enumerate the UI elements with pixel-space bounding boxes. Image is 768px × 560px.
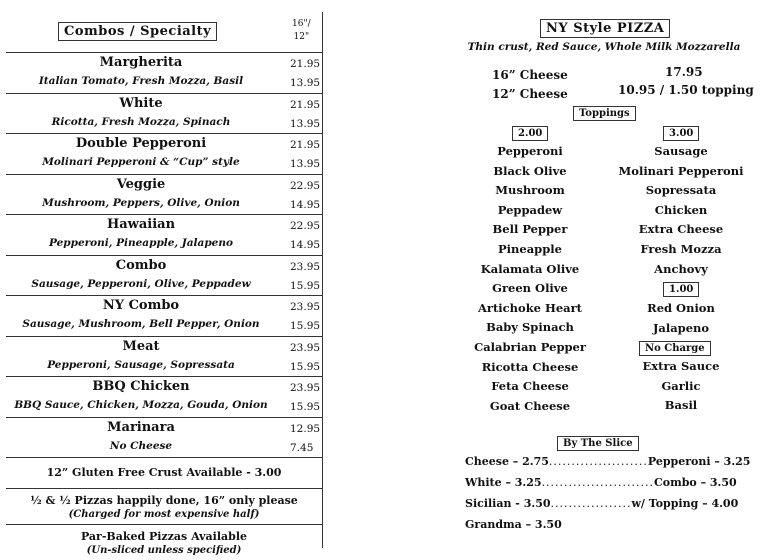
item-desc: Pepperoni, Sausage, Sopressata <box>47 358 235 371</box>
half-half-subtext: (Charged for most expensive half) <box>68 509 260 520</box>
by-the-slice-title: By The Slice <box>557 436 639 451</box>
specialty-header <box>6 12 322 53</box>
toppings-free-list <box>606 357 756 416</box>
size-header-12: 12" <box>293 32 310 42</box>
cheese-16-price: 17.95 <box>665 65 703 79</box>
item-price-12: 14.95 <box>290 198 321 211</box>
item-desc: Italian Tomato, Fresh Mozza, Basil <box>38 75 244 87</box>
ny-pizza-subtitle: Thin crust, Red Sauce, Whole Milk Mozzarella <box>467 41 741 53</box>
topping-item: Baby Spinach <box>486 320 574 335</box>
half-half-note <box>6 489 322 525</box>
menu-item-combo <box>6 256 322 297</box>
item-name: Marinara <box>107 419 175 435</box>
half-half-text: ½ & ½ Pizzas happily done, 16” only please <box>30 494 298 507</box>
item-price-16: 23.95 <box>290 382 321 394</box>
item-price-12: 15.95 <box>290 279 321 292</box>
menu-item-white <box>6 94 322 135</box>
topping-item: Pineapple <box>498 241 562 256</box>
item-name: NY Combo <box>102 298 180 313</box>
item-price-16: 21.95 <box>290 58 321 70</box>
item-price-12: 15.95 <box>290 320 321 332</box>
topping-item: Chicken <box>654 202 708 217</box>
par-baked-text: Par-Baked Pizzas Available <box>80 530 248 543</box>
item-price-12: 13.95 <box>290 158 321 170</box>
par-baked-note <box>6 525 322 560</box>
topping-item: Pepperoni <box>497 144 563 158</box>
item-desc: BBQ Sauce, Chicken, Mozza, Gouda, Onion <box>14 399 268 411</box>
par-baked-subtext: (Un-sliced unless specified) <box>86 545 242 556</box>
item-price-12: 14.95 <box>290 239 321 251</box>
specialty-menu-section <box>6 12 323 556</box>
item-price-16: 23.95 <box>290 341 321 354</box>
slice-line <box>465 476 737 489</box>
topping-item: Peppadew <box>497 202 563 217</box>
item-price-16: 21.95 <box>290 139 321 151</box>
item-desc: Molinari Pepperoni & “Cup” style <box>42 156 240 168</box>
slice-dots: .................. <box>550 497 632 510</box>
toppings-3-list <box>606 142 756 279</box>
topping-item: Sopressata <box>645 183 717 198</box>
item-name: Meat <box>122 338 160 354</box>
slice-b: Pepperoni – 3.25 <box>647 455 751 468</box>
menu-item-marinara <box>6 418 322 459</box>
toppings-2-list <box>455 142 605 416</box>
item-desc: Pepperoni, Pineapple, Jalapeno <box>48 237 234 249</box>
item-price-16: 22.95 <box>290 179 321 192</box>
price-3-header: 3.00 <box>663 126 699 141</box>
item-name: BBQ Chicken <box>92 379 190 394</box>
topping-item: Extra Sauce <box>642 359 720 373</box>
slice-dots: ......................... <box>541 476 654 489</box>
menu-item-bbq-chicken <box>6 377 322 418</box>
price-2-header: 2.00 <box>512 126 548 141</box>
topping-item: Jalapeno <box>652 320 710 335</box>
specialty-title: Combos / Specialty <box>58 22 217 41</box>
ny-pizza-section <box>440 14 768 550</box>
topping-item: Fresh Mozza <box>640 241 722 256</box>
slice-line <box>465 497 738 510</box>
slice-b: w/ Topping – 4.00 <box>631 497 739 510</box>
slice-a: White – 3.25 <box>465 476 542 489</box>
item-price-12: 15.95 <box>290 360 321 373</box>
topping-item: Kalamata Olive <box>480 261 580 276</box>
menu-item-double-pepperoni <box>6 134 322 175</box>
ny-pizza-title: NY Style PIZZA <box>540 19 670 38</box>
slice-line <box>465 518 562 531</box>
slice-line <box>465 455 750 468</box>
toppings-title: Toppings <box>573 106 636 121</box>
item-price-12: 13.95 <box>290 77 321 89</box>
item-price-12: 13.95 <box>290 117 321 130</box>
topping-item: Mushroom <box>495 183 565 198</box>
topping-item: Basil <box>664 398 698 413</box>
menu-item-margherita <box>6 53 322 94</box>
topping-item: Red Onion <box>647 301 715 315</box>
item-desc: No Cheese <box>109 439 173 452</box>
topping-item: Anchovy <box>654 261 708 276</box>
item-name: White <box>119 95 163 111</box>
item-name: Veggie <box>116 176 166 192</box>
no-charge-header: No Charge <box>639 341 711 356</box>
item-name: Margherita <box>99 55 183 70</box>
topping-item: Garlic <box>661 378 701 393</box>
slice-a: Grandma – 3.50 <box>465 518 562 531</box>
item-price-16: 23.95 <box>290 301 321 313</box>
menu-item-veggie <box>6 175 322 216</box>
item-price-16: 21.95 <box>290 98 321 111</box>
slice-a: Cheese – 2.75 <box>465 455 549 468</box>
item-desc: Sausage, Pepperoni, Olive, Peppadew <box>31 277 251 290</box>
item-price-12: 7.45 <box>290 441 314 454</box>
topping-item: Calabrian Pepper <box>474 339 586 354</box>
slice-b: Combo – 3.50 <box>653 476 737 489</box>
topping-item: Artichoke Heart <box>478 300 582 315</box>
size-header-16: 16"/ <box>292 19 311 29</box>
topping-item: Feta Cheese <box>491 379 569 394</box>
menu-item-meat <box>6 337 322 378</box>
price-1-header: 1.00 <box>663 282 699 297</box>
item-desc: Ricotta, Fresh Mozza, Spinach <box>51 115 231 128</box>
item-desc: Mushroom, Peppers, Olive, Onion <box>42 196 240 209</box>
topping-item: Extra Cheese <box>638 222 724 237</box>
topping-item: Sausage <box>654 144 708 158</box>
item-price-16: 22.95 <box>290 220 321 232</box>
item-desc: Sausage, Mushroom, Bell Pepper, Onion <box>22 318 260 330</box>
item-name: Double Pepperoni <box>75 136 207 151</box>
slice-dots: ...................... <box>548 455 648 468</box>
topping-item: Green Olive <box>492 281 568 296</box>
item-name: Hawaiian <box>106 217 176 232</box>
slice-a: Sicilian - 3.50 <box>465 497 551 510</box>
cheese-16-label: 16” Cheese <box>492 68 568 82</box>
gluten-free-note: 12” Gluten Free Crust Available - 3.00 <box>6 458 322 489</box>
item-price-12: 15.95 <box>290 401 321 413</box>
item-name: Combo <box>115 257 167 273</box>
item-price-16: 12.95 <box>290 422 321 435</box>
menu-item-hawaiian <box>6 215 322 256</box>
topping-item: Molinari Pepperoni <box>618 163 744 178</box>
item-price-16: 23.95 <box>290 260 321 273</box>
topping-item: Bell Pepper <box>492 222 568 237</box>
topping-item: Black Olive <box>493 163 567 178</box>
menu-item-ny-combo <box>6 296 322 337</box>
toppings-1-list <box>606 299 756 338</box>
topping-item: Ricotta Cheese <box>481 359 579 374</box>
topping-item: Goat Cheese <box>489 398 571 413</box>
cheese-12-price: 10.95 / 1.50 topping <box>618 83 754 97</box>
size-header <box>292 18 311 44</box>
cheese-12-label: 12” Cheese <box>492 87 568 101</box>
